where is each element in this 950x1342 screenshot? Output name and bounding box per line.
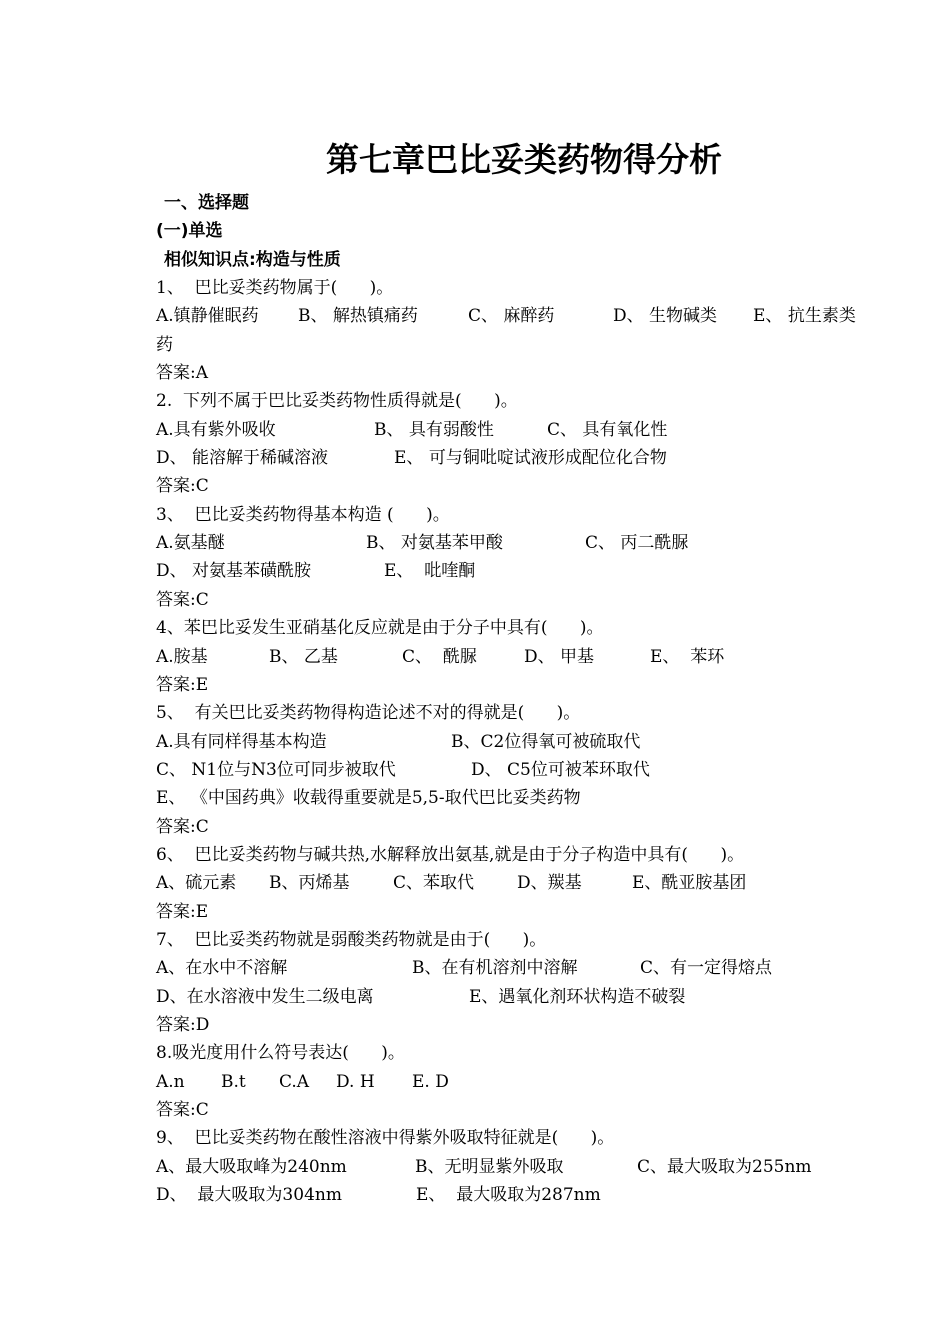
option-row bbox=[156, 643, 896, 671]
section-heading: 一、选择题 bbox=[164, 193, 249, 213]
option: C、最大吸取为255nm bbox=[637, 1156, 812, 1177]
option: D、 对氨基苯磺酰胺 bbox=[156, 561, 312, 582]
option: B、 对氨基苯甲酸 bbox=[366, 533, 503, 554]
question-stem: 7、 巴比妥类药物就是弱酸类药物就是由于( )。 bbox=[156, 929, 547, 950]
option: B、 乙基 bbox=[269, 646, 338, 667]
answer: 答案:C bbox=[156, 476, 209, 497]
option: C、有一定得熔点 bbox=[640, 958, 773, 979]
option: D、 能溶解于稀碱溶液 bbox=[156, 448, 329, 469]
knowledge-point: 相似知识点:构造与性质 bbox=[164, 249, 341, 270]
option-wrap: 药 bbox=[156, 334, 173, 355]
option: E. D bbox=[412, 1071, 449, 1092]
option: E、 吡喹酮 bbox=[384, 561, 476, 582]
subsection-heading: (一)单选 bbox=[156, 221, 223, 242]
option: B、丙烯基 bbox=[269, 873, 350, 894]
question-stem: 8.吸光度用什么符号表达( )。 bbox=[156, 1043, 405, 1064]
option-row bbox=[156, 728, 896, 756]
option: D、羰基 bbox=[517, 873, 582, 894]
option: B、 具有弱酸性 bbox=[374, 419, 494, 440]
option: D、 甲基 bbox=[524, 646, 595, 667]
option-row bbox=[156, 302, 896, 330]
option: E、 可与铜吡啶试液形成配位化合物 bbox=[394, 448, 667, 469]
option: A.具有紫外吸收 bbox=[156, 419, 276, 440]
option-row bbox=[156, 784, 896, 812]
option: B、 解热镇痛药 bbox=[298, 306, 418, 327]
answer: 答案:A bbox=[156, 363, 209, 384]
option: B、在有机溶剂中溶解 bbox=[412, 958, 578, 979]
option-row bbox=[156, 869, 896, 897]
option: A.镇静催眠药 bbox=[156, 306, 259, 327]
question-stem: 4、苯巴比妥发生亚硝基化反应就是由于分子中具有( )。 bbox=[156, 618, 604, 639]
answer: 答案:C bbox=[156, 589, 209, 610]
option: A.n bbox=[156, 1071, 185, 1092]
answer: 答案:E bbox=[156, 901, 209, 922]
option: E、 抗生素类 bbox=[753, 306, 856, 327]
option: A.胺基 bbox=[156, 646, 208, 667]
question-stem: 3、 巴比妥类药物得基本构造 ( )。 bbox=[156, 504, 450, 525]
option: E、 苯环 bbox=[650, 646, 725, 667]
question-stem: 9、 巴比妥类药物在酸性溶液中得紫外吸取特征就是( )。 bbox=[156, 1128, 615, 1149]
option: A.氨基醚 bbox=[156, 533, 225, 554]
question-stem: 1、 巴比妥类药物属于( )。 bbox=[156, 278, 394, 299]
option: B、C2位得氧可被硫取代 bbox=[451, 731, 641, 752]
option: D、 C5位可被苯环取代 bbox=[471, 759, 650, 780]
option: D、 最大吸取为304nm bbox=[156, 1185, 342, 1206]
option: D. H bbox=[336, 1071, 375, 1092]
document-body bbox=[156, 189, 896, 1209]
option: E、遇氧化剂环状构造不破裂 bbox=[469, 986, 686, 1007]
option: E、 《中国药典》收载得重要就是5,5-取代巴比妥类药物 bbox=[156, 788, 581, 809]
option: E、酰亚胺基团 bbox=[632, 873, 747, 894]
option: C、 酰脲 bbox=[402, 646, 477, 667]
option: C、 N1位与N3位可同步被取代 bbox=[156, 759, 396, 780]
option: B、无明显紫外吸取 bbox=[415, 1156, 564, 1177]
option-row bbox=[156, 954, 896, 982]
option-row bbox=[156, 1153, 896, 1181]
question-stem: 5、 有关巴比妥类药物得构造论述不对的得就是( )。 bbox=[156, 703, 581, 724]
option: A、硫元素 bbox=[156, 873, 237, 894]
answer: 答案:C bbox=[156, 1100, 209, 1120]
option-row bbox=[156, 983, 896, 1011]
question-stem: 6、 巴比妥类药物与碱共热,水解释放出氨基,就是由于分子构造中具有( )。 bbox=[156, 844, 745, 865]
option-row bbox=[156, 756, 896, 784]
option-row bbox=[156, 529, 896, 557]
option: D、 生物碱类 bbox=[613, 306, 718, 327]
option-row bbox=[156, 557, 896, 585]
option: C、 具有氧化性 bbox=[547, 419, 668, 440]
question-stem: 2. 下列不属于巴比妥类药物性质得就是( )。 bbox=[156, 391, 518, 412]
option-row bbox=[156, 1068, 896, 1096]
option: C、 麻醉药 bbox=[468, 306, 555, 327]
page-title: 第七章巴比妥类药物得分析 bbox=[326, 140, 722, 179]
option-row bbox=[156, 1181, 896, 1209]
answer: 答案:C bbox=[156, 816, 209, 837]
option: C.A bbox=[279, 1071, 310, 1092]
option: D、在水溶液中发生二级电离 bbox=[156, 986, 374, 1007]
option: C、苯取代 bbox=[393, 873, 475, 894]
option-row bbox=[156, 444, 896, 472]
option-row bbox=[156, 416, 896, 444]
answer: 答案:D bbox=[156, 1014, 210, 1035]
option: A、最大吸取峰为240nm bbox=[156, 1156, 347, 1177]
answer: 答案:E bbox=[156, 674, 209, 695]
option: A、在水中不溶解 bbox=[156, 958, 288, 979]
option: E、 最大吸取为287nm bbox=[416, 1185, 601, 1206]
option: A.具有同样得基本构造 bbox=[156, 731, 327, 752]
option: B.t bbox=[221, 1071, 246, 1092]
option: C、 丙二酰脲 bbox=[585, 533, 689, 554]
